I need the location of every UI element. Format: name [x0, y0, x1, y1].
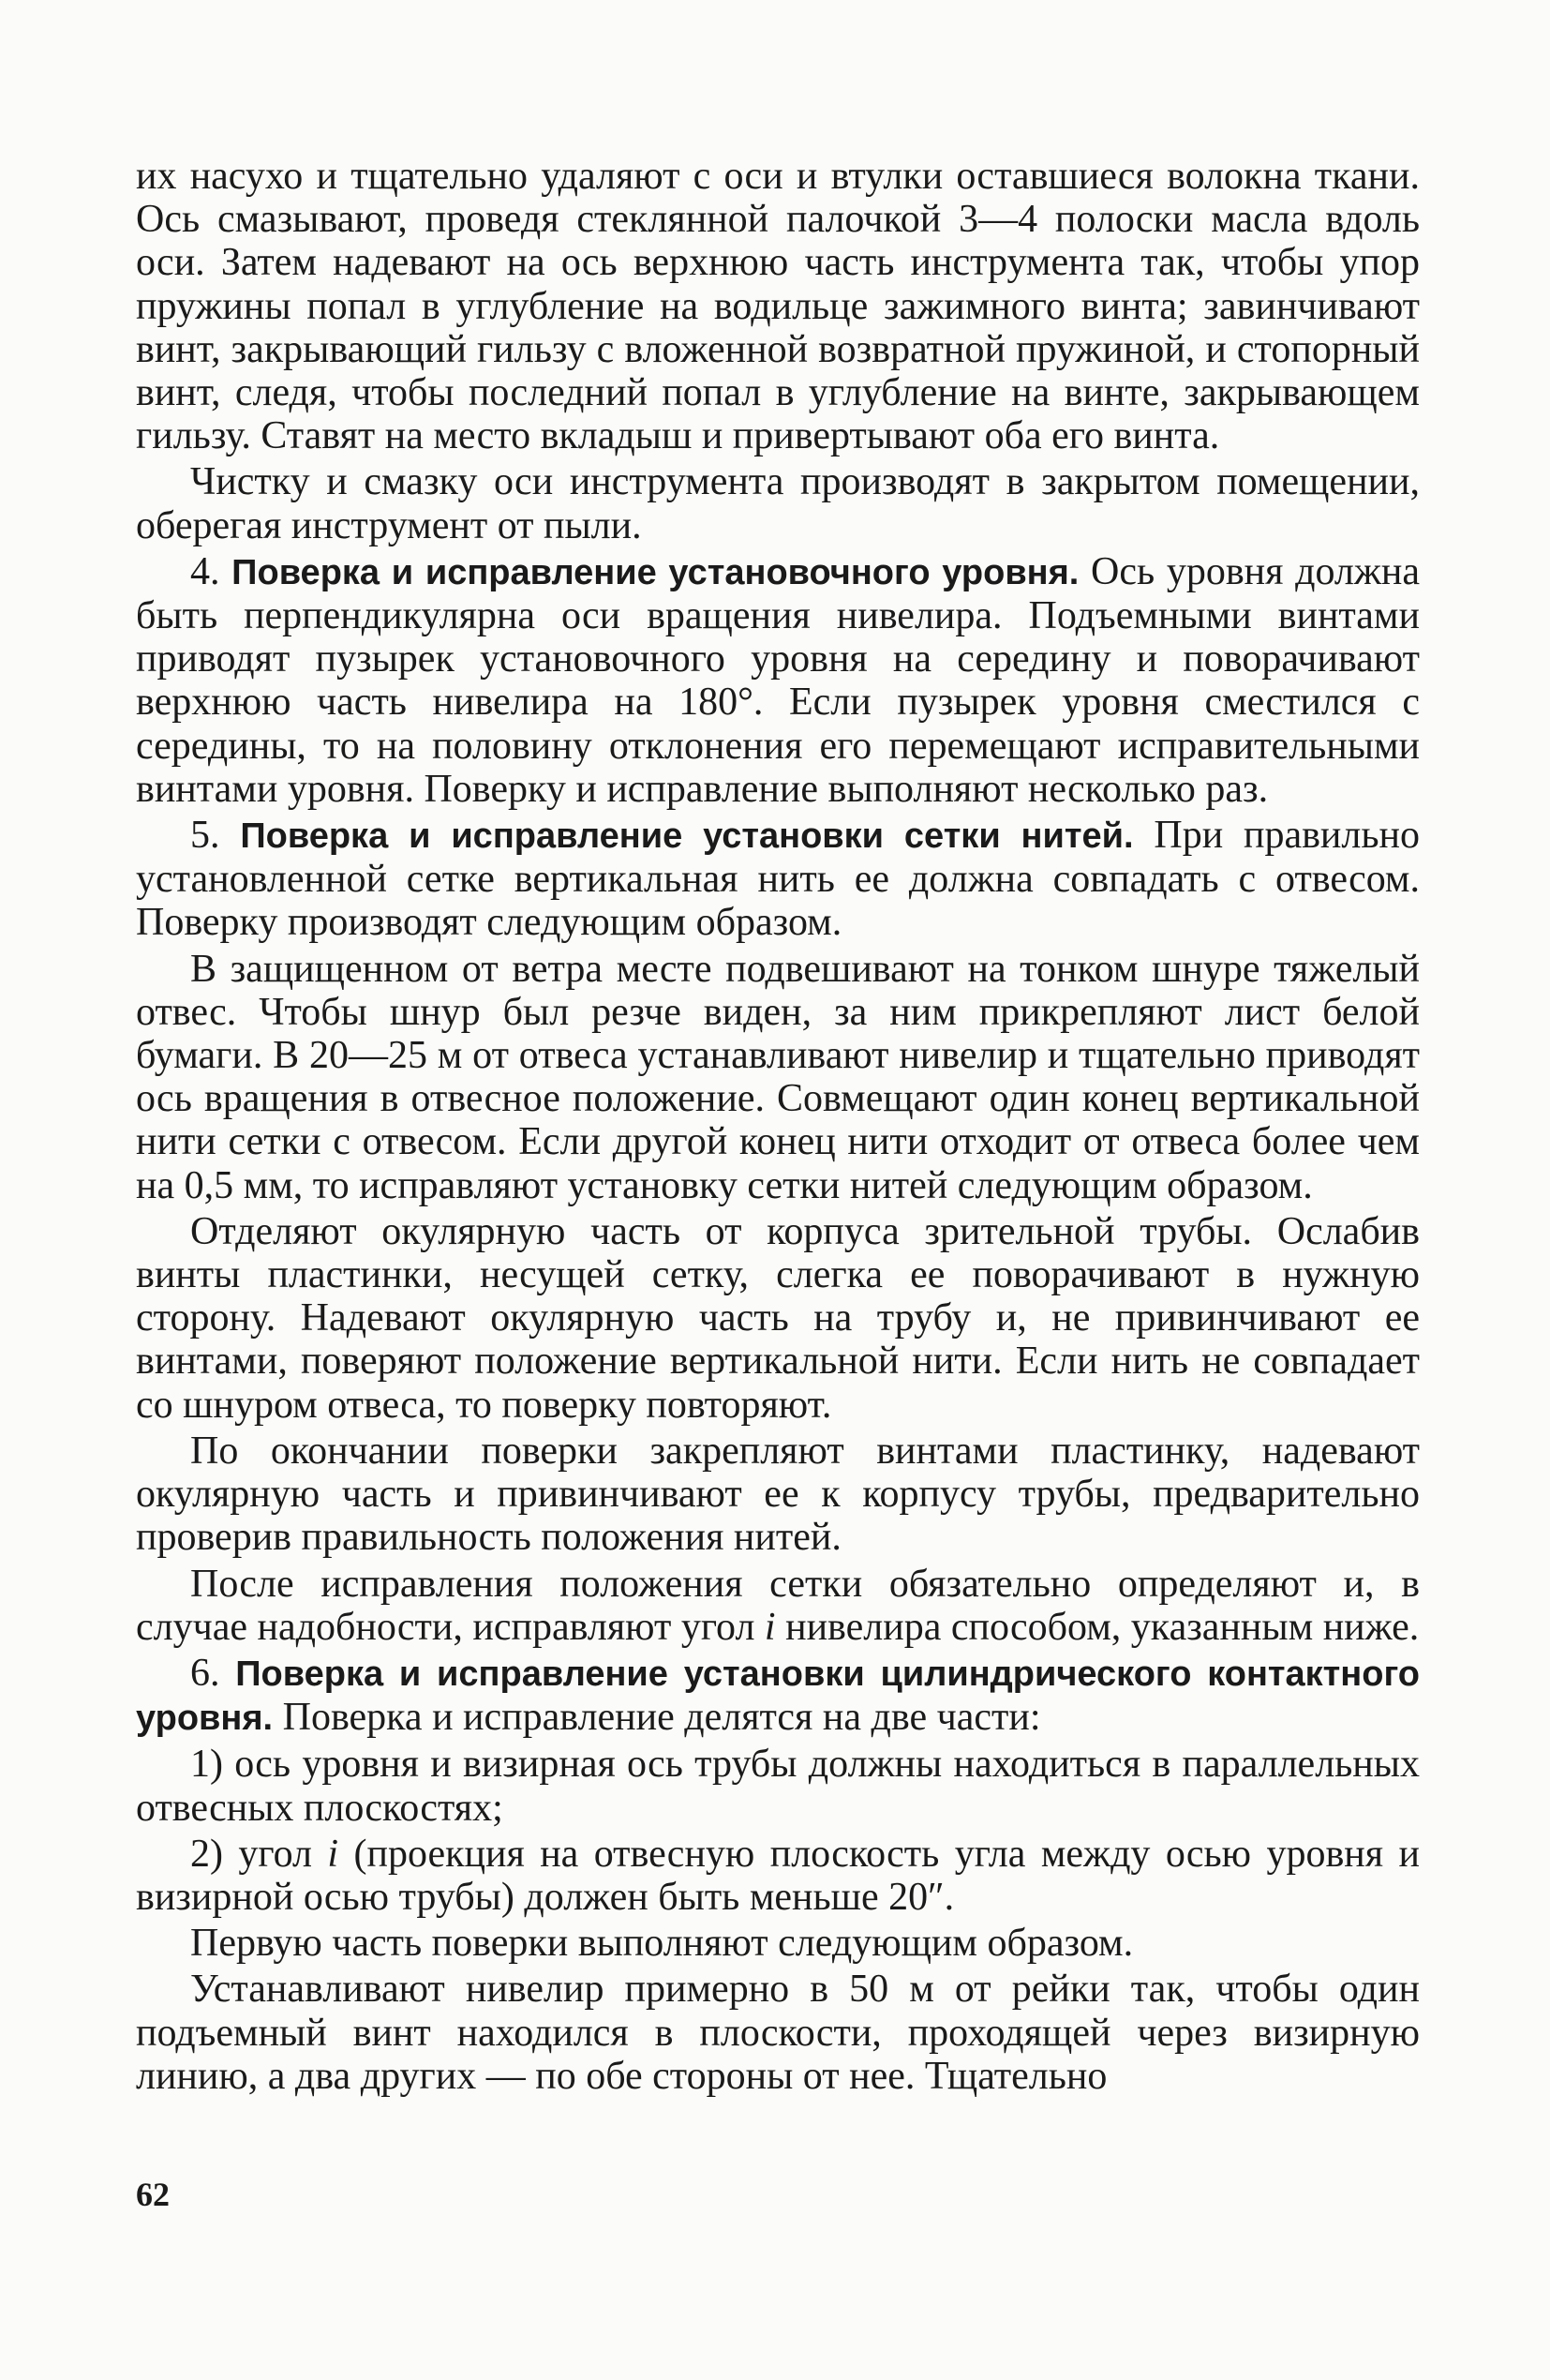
- paragraph: [136, 1922, 1420, 1965]
- paragraph-text: 1) ось уровня и визирная ось трубы должны находиться в параллельных отвесных плоскостях;: [136, 1743, 1420, 1830]
- paragraph-text: По окончании поверки закрепляют винтами пластинку, надевают окулярную часть и привинчивают ее к корпусу трубы, предварительно проверив правильность положения нитей.: [136, 1429, 1420, 1560]
- paragraph-continued: [136, 155, 1420, 457]
- paragraph-text: После исправления положения сетки обязательно определяют и, в случае надобности, исправляют угол: [136, 1562, 1420, 1649]
- page-text: [136, 155, 1420, 2101]
- section-paragraph-5: [136, 814, 1420, 945]
- paragraph: [136, 460, 1420, 546]
- paragraph: [136, 1210, 1420, 1427]
- section-number: 6.: [190, 1651, 220, 1695]
- paragraph-text: Ось уровня должна быть перпендикулярна оси вращения нивелира. Подъемными винтами приводят пузырек установочного уровня на середину и поворачивают верхнюю часть нивелира на 180°. Если пузырек уровня сместился с середины, то на половину отклонения его перемещают исправительными винтами уровня. Поверку и исправление выполняют несколько раз.: [136, 549, 1421, 811]
- paragraph-text: В защищенном от ветра месте подвешивают на тонком шнуре тяжелый отвес. Чтобы шнур был резче виден, за ним прикрепляют лист белой бумаги. В 20—25 м от отвеса устанавливают нивелир и тщательно приводят ось вращения в отвесное положение. Совмещают один конец вертикальной нити сетки с отвесом. Если другой конец нити отходит от отвеса более чем на 0,5 мм, то исправляют установку сетки нитей следующим образом.: [136, 947, 1420, 1207]
- section-number: 5.: [190, 814, 220, 858]
- paragraph: [136, 1563, 1420, 1649]
- paragraph-text: Отделяют окулярную часть от корпуса зрительной трубы. Ослабив винты пластинки, несущей сетку, слегка ее поворачивают в нужную сторону. Надевают окулярную часть на трубу и, не привинчивают ее винтами, поверяют положение вертикальной нити. Если нить не совпадает со шнуром отвеса, то поверку повторяют.: [136, 1209, 1420, 1427]
- paragraph-text: нивелира способом, указанным ниже.: [775, 1605, 1420, 1649]
- paragraph-text: Устанавливают нивелир примерно в 50 м от рейки так, чтобы один подъемный винт находился в плоскости, проходящей через визирную линию, а два других — по обе стороны от нее. Тщательно: [136, 1968, 1420, 2098]
- section-paragraph-4: [136, 550, 1420, 811]
- section-heading: Поверка и исправление установки цилиндрического контактного уровня.: [136, 1654, 1420, 1739]
- paragraph-text: При правильно установленной сетке вертикальная нить ее должна совпадать с отвесом. Поверку производят следующим образом.: [136, 814, 1421, 945]
- paragraph: [136, 1968, 1420, 2098]
- section-heading: Поверка и исправление установки сетки нитей.: [240, 816, 1134, 857]
- paragraph-text: (проекция на отвесную плоскость угла между осью уровня и визирной осью трубы) должен быть меньше 20″.: [136, 1832, 1420, 1919]
- list-item: [136, 1833, 1420, 1919]
- paragraph-text: Поверка и исправление делятся на две части:: [282, 1696, 1041, 1740]
- section-heading: Поверка и исправление установочного уровня.: [231, 552, 1080, 592]
- section-number: 4.: [190, 549, 220, 593]
- list-item: [136, 1743, 1420, 1829]
- paragraph-text: Чистку и смазку оси инструмента производят в закрытом помещении, оберегая инструмент от пыли.: [136, 460, 1420, 547]
- section-paragraph-6: [136, 1652, 1420, 1740]
- page-number: 62: [136, 2176, 170, 2213]
- angle-symbol: i: [327, 1832, 339, 1876]
- paragraph-text: их насухо и тщательно удаляют с оси и втулки оставшиеся волокна ткани. Ось смазывают, проведя стеклянной палочкой 3—4 полоски масла вдоль оси. Затем надевают на ось верхнюю часть инструмента так, чтобы упор пружины попал в углубление на водильце зажимного винта; завинчивают винт, закрывающий гильзу с вложенной возвратной пружиной, и стопорный винт, следя, чтобы последний попал в углубление на винте, закрывающем гильзу. Ставят на место вкладыш и привертывают оба его винта.: [136, 155, 1420, 458]
- paragraph-text: 2) угол: [190, 1832, 328, 1876]
- paragraph: [136, 1429, 1420, 1560]
- paragraph: [136, 948, 1420, 1207]
- angle-symbol: i: [764, 1605, 776, 1649]
- paragraph-text: Первую часть поверки выполняют следующим образом.: [190, 1922, 1134, 1966]
